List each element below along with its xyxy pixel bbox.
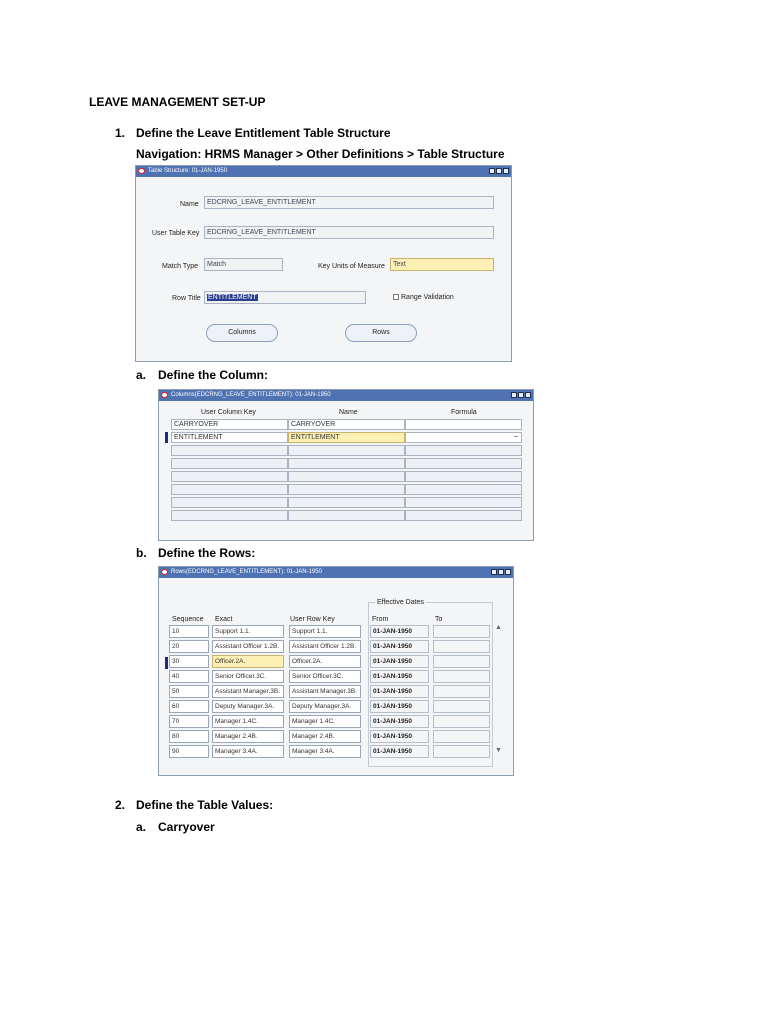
empty-cell[interactable] [405, 458, 522, 469]
row-exact-cell[interactable]: Officer.2A. [212, 655, 284, 668]
document-heading: LEAVE MANAGEMENT SET-UP [89, 95, 266, 109]
scroll-up-icon[interactable]: ▲ [495, 624, 502, 631]
column-header-formula: Formula [451, 409, 477, 416]
maximize-icon[interactable] [496, 168, 502, 174]
close-icon[interactable] [525, 392, 531, 398]
row-seq-cell[interactable]: 70 [169, 715, 209, 728]
row-exact-cell[interactable]: Manager 1.4C. [212, 715, 284, 728]
row-to-cell[interactable] [433, 745, 490, 758]
rows-button[interactable]: Rows [345, 324, 417, 342]
step-2a-number: a. [136, 820, 147, 834]
rows-titlebar [159, 567, 513, 578]
header-user-row-key: User Row Key [290, 616, 335, 623]
row-seq-cell[interactable]: 10 [169, 625, 209, 638]
row-from-cell[interactable]: 01-JAN-1950 [370, 700, 429, 713]
navigation-path: Navigation: HRMS Manager > Other Definitions > Table Structure [136, 147, 505, 161]
column-formula-cell[interactable] [405, 419, 522, 430]
empty-cell[interactable] [288, 445, 405, 456]
step-2-number: 2. [115, 798, 126, 812]
row-title-field[interactable] [204, 291, 366, 304]
window-title: Table Structure: 01-JAN-1950 [148, 168, 228, 174]
oracle-logo-icon [138, 168, 145, 174]
minimize-icon[interactable] [511, 392, 517, 398]
row-title-label: Row Title [172, 295, 201, 302]
empty-cell[interactable] [171, 497, 288, 508]
header-from: From [372, 616, 389, 623]
empty-cell[interactable] [171, 510, 288, 521]
column-key-cell[interactable]: CARRYOVER [171, 419, 288, 430]
row-exact-cell[interactable]: Assistant Manager.3B. [212, 685, 284, 698]
user-table-key-label: User Table Key [152, 230, 200, 237]
close-icon[interactable] [505, 569, 511, 575]
oracle-logo-icon [161, 392, 168, 398]
current-record-marker [165, 432, 168, 443]
empty-cell[interactable] [288, 510, 405, 521]
row-from-cell[interactable]: 01-JAN-1950 [370, 685, 429, 698]
column-name-cell[interactable]: ENTITLEMENT [288, 432, 405, 443]
empty-cell[interactable] [288, 471, 405, 482]
empty-cell[interactable] [288, 484, 405, 495]
row-exact-cell[interactable]: Deputy Manager.3A. [212, 700, 284, 713]
scroll-down-icon[interactable]: ▼ [495, 747, 502, 754]
maximize-icon[interactable] [498, 569, 504, 575]
empty-cell[interactable] [405, 471, 522, 482]
columns-titlebar [159, 390, 533, 401]
step-b-text: Define the Rows: [158, 546, 256, 560]
row-to-cell[interactable] [433, 730, 490, 743]
row-from-cell[interactable]: 01-JAN-1950 [370, 730, 429, 743]
columns-button[interactable]: Columns [206, 324, 278, 342]
row-seq-cell[interactable]: 30 [169, 655, 209, 668]
name-label: Name [180, 201, 199, 208]
row-key-cell[interactable]: Officer.2A. [289, 655, 361, 668]
key-units-field[interactable]: Text [390, 258, 494, 271]
key-units-label: Key Units of Measure [318, 263, 385, 270]
empty-cell[interactable] [405, 510, 522, 521]
row-exact-cell[interactable]: Manager 3.4A. [212, 745, 284, 758]
current-record-marker [165, 657, 168, 669]
header-sequence: Sequence [172, 616, 204, 623]
row-from-cell[interactable]: 01-JAN-1950 [370, 670, 429, 683]
empty-cell[interactable] [405, 484, 522, 495]
column-name-cell[interactable]: CARRYOVER [288, 419, 405, 430]
step-2a-text: Carryover [158, 820, 215, 834]
row-from-cell[interactable]: 01-JAN-1950 [370, 715, 429, 728]
row-to-cell[interactable] [433, 625, 490, 638]
oracle-logo-icon [161, 569, 168, 575]
columns-window [158, 389, 534, 541]
row-key-cell[interactable]: Manager 1.4C. [289, 715, 361, 728]
row-key-cell[interactable]: Assistant Officer 1.2B. [289, 640, 361, 653]
match-type-field[interactable]: Match [204, 258, 283, 271]
step-2-text: Define the Table Values: [136, 798, 274, 812]
row-to-cell[interactable] [433, 715, 490, 728]
lov-ellipsis-icon[interactable]: .. [514, 432, 518, 439]
row-from-cell[interactable]: 01-JAN-1950 [370, 655, 429, 668]
close-icon[interactable] [503, 168, 509, 174]
step-a-text: Define the Column: [158, 368, 268, 382]
row-seq-cell[interactable]: 90 [169, 745, 209, 758]
name-field[interactable]: EDCRNG_LEAVE_ENTITLEMENT [204, 196, 494, 209]
table-structure-titlebar [136, 166, 511, 177]
column-formula-cell[interactable] [405, 432, 522, 443]
row-from-cell[interactable]: 01-JAN-1950 [370, 745, 429, 758]
column-key-cell[interactable]: ENTITLEMENT [171, 432, 288, 443]
range-validation-label: Range Validation [401, 294, 454, 301]
row-exact-cell[interactable]: Assistant Officer 1.2B. [212, 640, 284, 653]
minimize-icon[interactable] [491, 569, 497, 575]
row-title-value: ENTITLEMENT [208, 294, 257, 301]
row-to-cell[interactable] [433, 655, 490, 668]
empty-cell[interactable] [171, 445, 288, 456]
row-to-cell[interactable] [433, 670, 490, 683]
empty-cell[interactable] [171, 484, 288, 495]
step-1-text: Define the Leave Entitlement Table Structure [136, 126, 391, 140]
row-seq-cell[interactable]: 50 [169, 685, 209, 698]
row-key-cell[interactable]: Assistant Manager.3B. [289, 685, 361, 698]
row-key-cell[interactable]: Senior Officer.3C. [289, 670, 361, 683]
row-to-cell[interactable] [433, 700, 490, 713]
empty-cell[interactable] [405, 445, 522, 456]
window-title: Rows(EDCRNG_LEAVE_ENTITLEMENT): 01-JAN-1950 [171, 569, 322, 575]
row-exact-cell[interactable]: Senior Officer.3C. [212, 670, 284, 683]
row-key-cell[interactable]: Manager 2.4B. [289, 730, 361, 743]
step-1-number: 1. [115, 126, 126, 140]
column-header-name: Name [339, 409, 358, 416]
window-title: Columns(EDCRNG_LEAVE_ENTITLEMENT): 01-JAN-1950 [171, 392, 331, 398]
empty-cell[interactable] [171, 458, 288, 469]
effective-dates-label: Effective Dates [377, 599, 424, 606]
empty-cell[interactable] [288, 497, 405, 508]
step-b-number: b. [136, 546, 147, 560]
table-structure-window [135, 165, 512, 362]
row-exact-cell[interactable]: Support 1.1. [212, 625, 284, 638]
maximize-icon[interactable] [518, 392, 524, 398]
header-exact: Exact [215, 616, 233, 623]
row-from-cell[interactable]: 01-JAN-1950 [370, 625, 429, 638]
row-seq-cell[interactable]: 80 [169, 730, 209, 743]
row-seq-cell[interactable]: 20 [169, 640, 209, 653]
row-from-cell[interactable]: 01-JAN-1950 [370, 640, 429, 653]
rows-window [158, 566, 514, 776]
row-exact-cell[interactable]: Manager 2.4B. [212, 730, 284, 743]
range-validation-checkbox[interactable] [393, 294, 399, 300]
header-to: To [435, 616, 443, 623]
empty-cell[interactable] [288, 458, 405, 469]
row-to-cell[interactable] [433, 685, 490, 698]
minimize-icon[interactable] [489, 168, 495, 174]
row-to-cell[interactable] [433, 640, 490, 653]
row-key-cell[interactable]: Deputy Manager.3A. [289, 700, 361, 713]
user-table-key-field[interactable]: EDCRNG_LEAVE_ENTITLEMENT [204, 226, 494, 239]
empty-cell[interactable] [171, 471, 288, 482]
match-type-label: Match Type [162, 263, 199, 270]
column-header-key: User Column Key [201, 409, 256, 416]
row-seq-cell[interactable]: 40 [169, 670, 209, 683]
step-a-number: a. [136, 368, 147, 382]
empty-cell[interactable] [405, 497, 522, 508]
row-key-cell[interactable]: Manager 3.4A. [289, 745, 361, 758]
row-seq-cell[interactable]: 60 [169, 700, 209, 713]
row-key-cell[interactable]: Support 1.1. [289, 625, 361, 638]
